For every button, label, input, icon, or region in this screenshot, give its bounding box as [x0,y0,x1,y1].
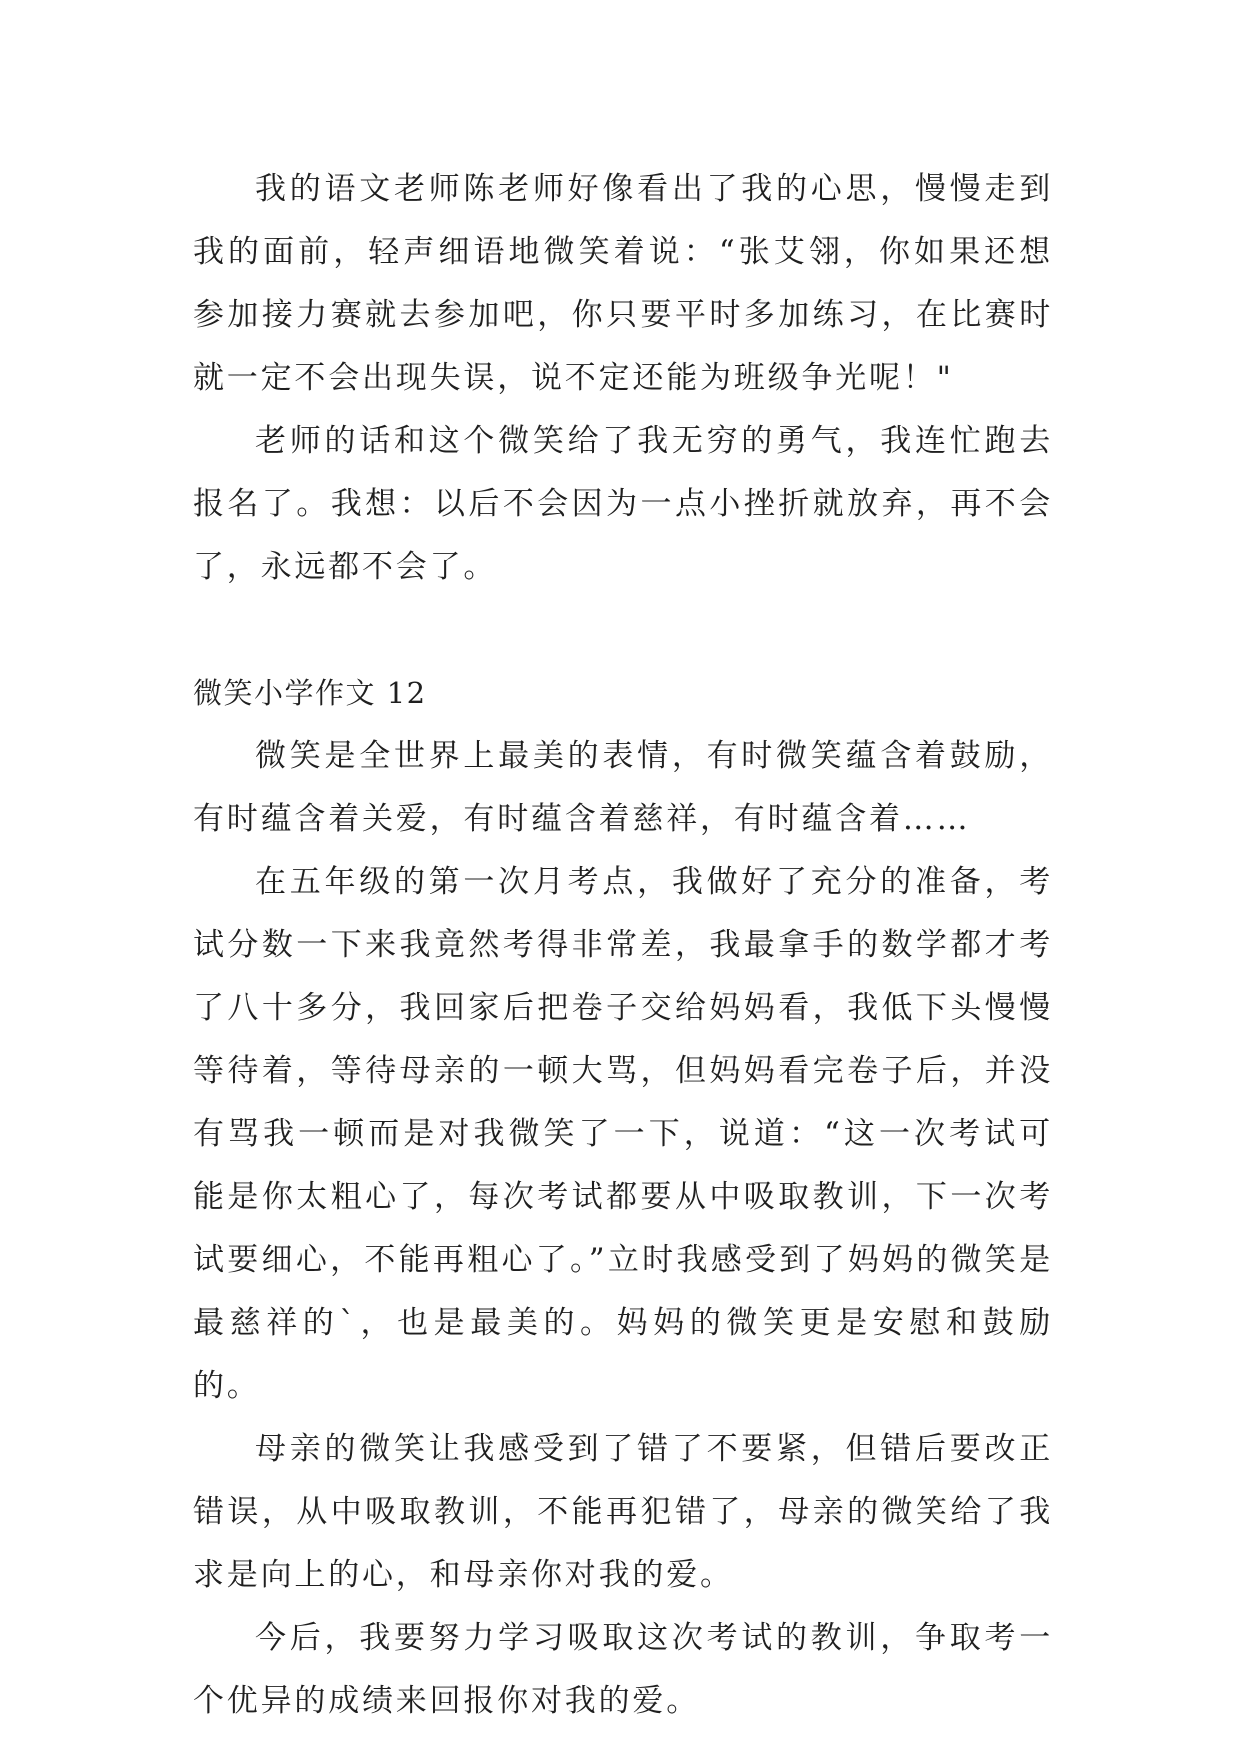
paragraph-mother-smile-lesson: 母亲的微笑让我感受到了错了不要紧，但错后要改正错误，从中吸取教训，不能再犯错了，母亲的微笑给了我求是向上的心，和母亲你对我的爱。 [193,1431,1053,1593]
paragraph-signup-resolution: 老师的话和这个微笑给了我无穷的勇气，我连忙跑去报名了。我想：以后不会因为一点小挫折就放弃，再不会了，永远都不会了。 [193,423,1053,585]
section-title: 微笑小学作文 12 [193,676,427,710]
paragraph-smile-intro: 微笑是全世界上最美的表情，有时微笑蕴含着鼓励，有时蕴含着关爱，有时蕴含着慈祥，有时蕴含着…… [193,738,1053,837]
document-body [193,158,1053,1733]
paragraph-exam-story: 在五年级的第一次月考点，我做好了充分的准备，考试分数一下来我竟然考得非常差，我最拿手的数学都才考了八十多分，我回家后把卷子交给妈妈看，我低下头慢慢等待着，等待母亲的一顿大骂，但妈妈看完卷子后，并没有骂我一顿而是对我微笑了一下，说道：“这一次考试可能是你太粗心了，每次考试都要从中吸取教训，下一次考试要细心，不能再粗心了。”立时我感受到了妈妈的微笑是最慈祥的`，也是最美的。妈妈的微笑更是安慰和鼓励的。 [193,864,1053,1404]
paragraph-future-resolution: 今后，我要努力学习吸取这次考试的教训，争取考一个优异的成绩来回报你对我的爱。 [193,1620,1053,1719]
paragraph-teacher-encouragement: 我的语文老师陈老师好像看出了我的心思，慢慢走到我的面前，轻声细语地微笑着说：“张艾翎，你如果还想参加接力赛就去参加吧，你只要平时多加练习，在比赛时就一定不会出现失误，说不定还能为班级争光呢！" [193,171,1053,396]
